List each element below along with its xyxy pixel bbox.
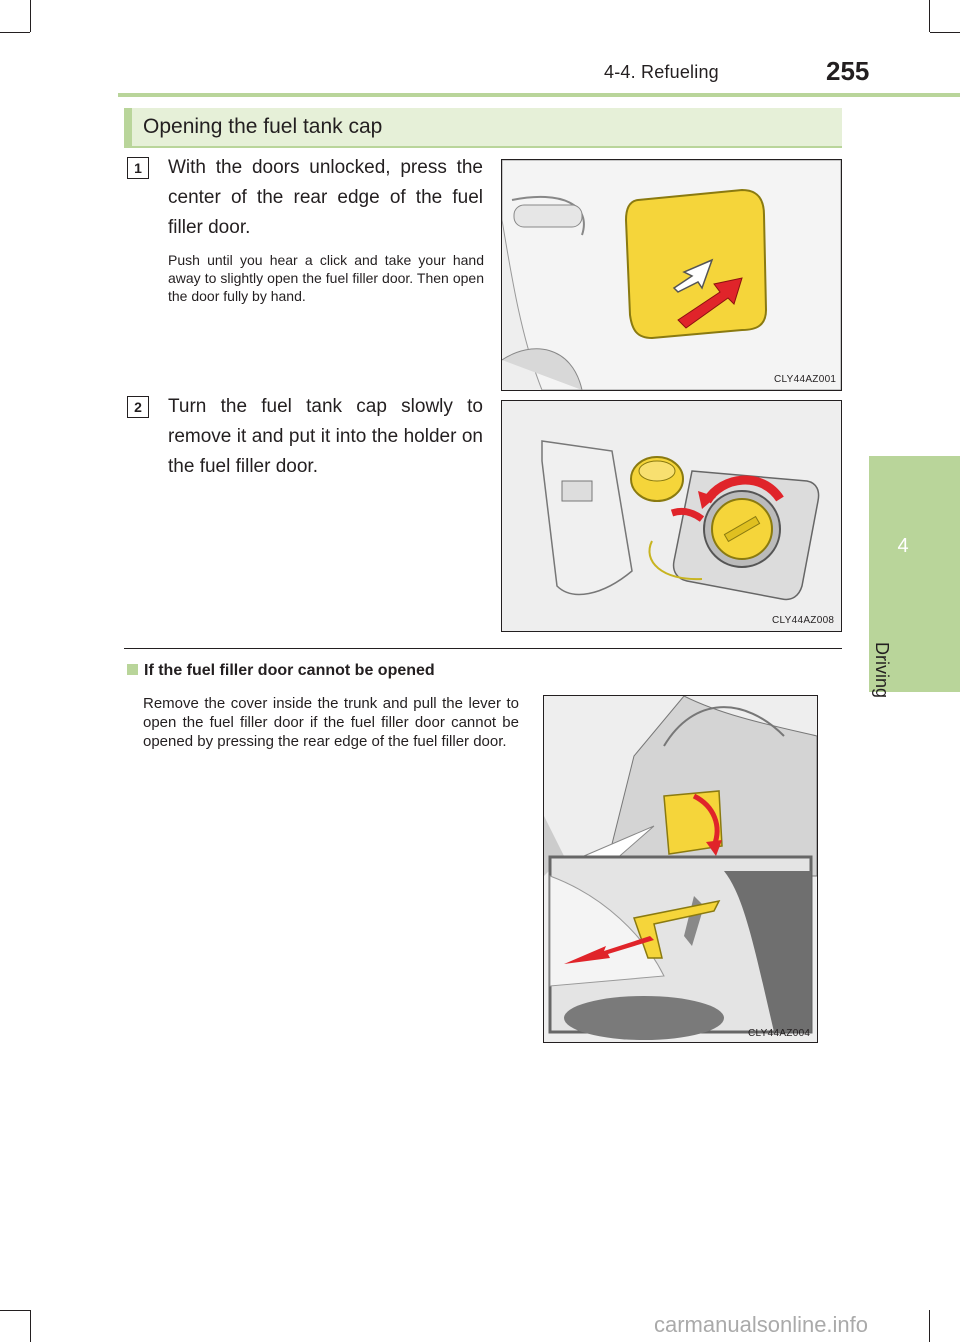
crop-mark — [0, 1310, 30, 1311]
crop-mark — [30, 1310, 31, 1342]
header-rule — [118, 93, 960, 97]
page-number: 255 — [826, 56, 870, 86]
crop-mark — [929, 1310, 930, 1342]
figure-code-2: CLY44AZ008 — [772, 615, 835, 626]
figure-code-1: CLY44AZ001 — [774, 374, 837, 385]
note-text: Remove the cover inside the trunk and pull the lever to open the fuel filler door if the fuel filler door cannot be opened by pressing the rear edge of the fuel filler door. — [143, 695, 519, 750]
fuel-tank-cap-illustration — [502, 401, 841, 631]
chapter-name: Driving — [872, 642, 892, 699]
figure-fuel-tank-cap — [501, 400, 842, 632]
watermark: carmanualsonline.info — [654, 1312, 869, 1337]
crop-mark — [929, 0, 930, 32]
figure-trunk-lever — [543, 695, 818, 1043]
square-bullet-icon — [127, 664, 138, 675]
step-2-text: Turn the fuel tank cap slowly to remove it and put it into the holder on the fuel filler door. — [168, 396, 483, 477]
crop-mark — [0, 32, 30, 33]
figure-fuel-filler-door — [501, 159, 842, 391]
trunk-lever-illustration — [544, 696, 817, 1042]
crop-mark — [930, 32, 960, 33]
figure-code-3: CLY44AZ004 — [748, 1028, 811, 1039]
header-section-title: 4-4. Refueling — [604, 62, 719, 82]
chapter-number: 4 — [897, 535, 909, 557]
step-1-subtext: Push until you hear a click and take your hand away to slightly open the fuel filler door. Then open the door fully by hand. — [168, 252, 484, 304]
step-1-text: With the doors unlocked, press the center of the rear edge of the fuel filler door. — [168, 157, 483, 238]
section-divider — [124, 648, 842, 649]
section-heading-bar — [124, 108, 132, 146]
fuel-filler-door-illustration — [502, 160, 841, 390]
step-number-1: 1 — [127, 157, 149, 179]
note-heading — [127, 662, 435, 680]
crop-mark — [30, 0, 31, 32]
section-heading — [124, 108, 842, 148]
section-title: Opening the fuel tank cap — [143, 115, 383, 138]
note-title: If the fuel filler door cannot be opened — [144, 662, 435, 679]
step-number-2: 2 — [127, 396, 149, 418]
